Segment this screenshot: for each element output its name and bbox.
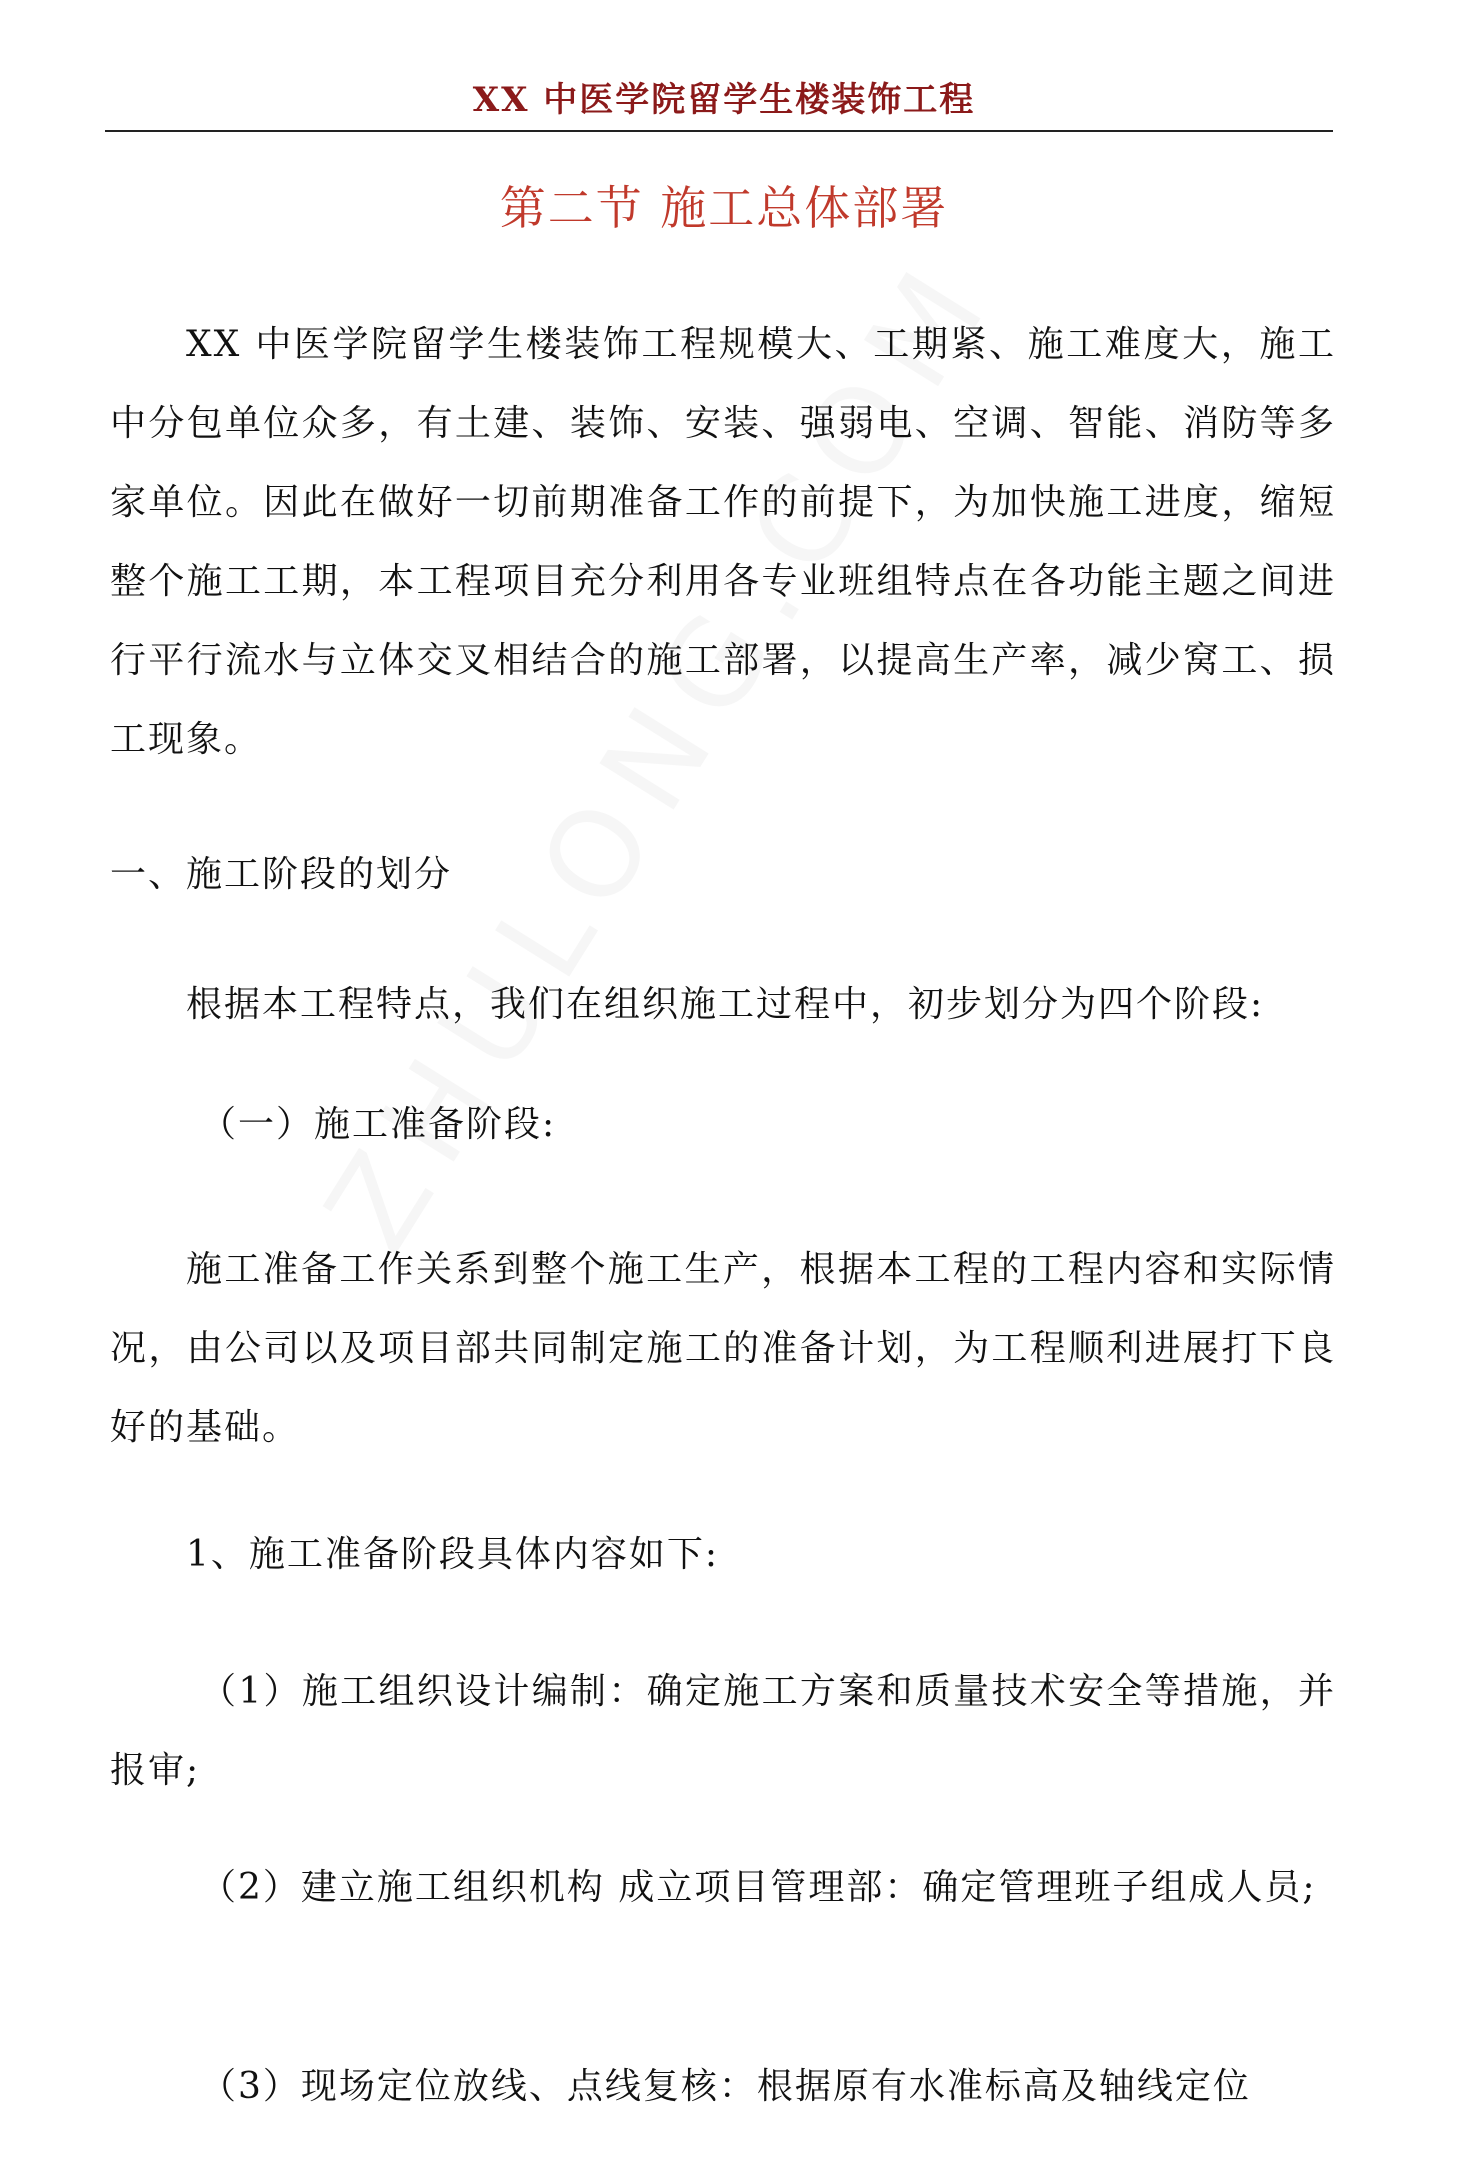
list-item-2: （2）建立施工组织机构 成立项目管理部：确定管理班子组成人员; xyxy=(200,1867,1317,1908)
section-title: 第二节 施工总体部署 xyxy=(499,181,949,235)
stage-1-body: 施工准备工作关系到整个施工生产，根据本工程的工程内容和实际情况，由公司以及项目部共同制定施工的准备计划，为工程顺利进展打下良好的基础。 xyxy=(110,1249,1336,1448)
intro-paragraph: XX 中医学院留学生楼装饰工程规模大、工期紧、施工难度大，施工中分包单位众多，有土建、装饰、安装、强弱电、空调、智能、消防等多家单位。因此在做好一切前期准备工作的前提下，为加快施工进度，缩短整个施工工期，本工程项目充分利用各专业班组特点在各功能主题之间进行平行流水与立体交叉相结合的施工部署，以提高生产率，减少窝工、损工现象。 xyxy=(110,324,1336,760)
stage-1-list-title: 1、施工准备阶段具体内容如下: xyxy=(186,1534,720,1575)
stage-1-title: （一）施工准备阶段: xyxy=(200,1104,557,1145)
page-header-title: XX 中医学院留学生楼装饰工程 xyxy=(472,80,976,120)
stages-intro-paragraph: 根据本工程特点，我们在组织施工过程中，初步划分为四个阶段: xyxy=(186,984,1265,1025)
list-item-3: （3）现场定位放线、点线复核：根据原有水准标高及轴线定位 xyxy=(200,2066,1251,2107)
heading-stage-division: 一、施工阶段的划分 xyxy=(110,854,453,895)
header-divider xyxy=(105,130,1333,132)
list-item-1: （1）施工组织设计编制：确定施工方案和质量技术安全等措施，并报审; xyxy=(110,1671,1336,1791)
